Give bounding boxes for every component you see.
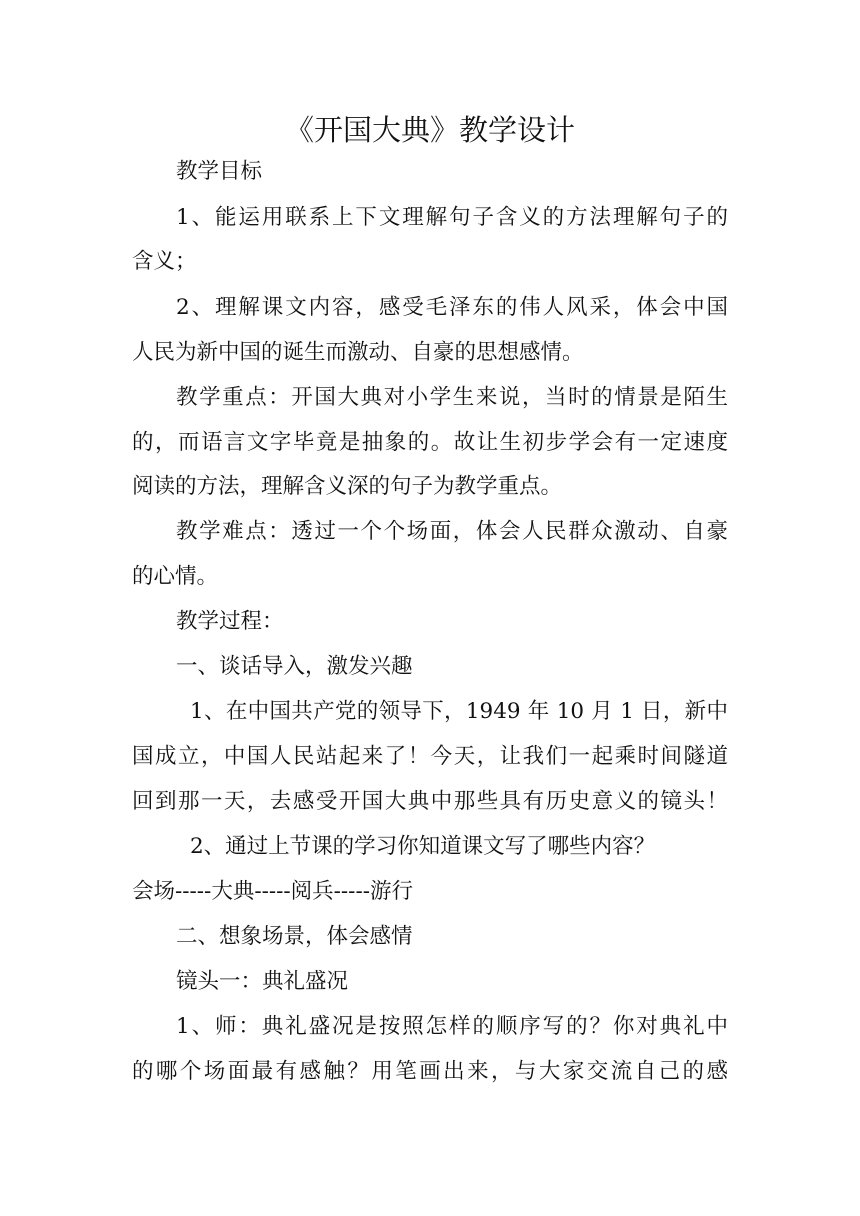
section-heading: 二、想象场景，体会感情 xyxy=(176,924,413,949)
paragraph-line: 会场-----大典-----阅兵-----游行 xyxy=(132,879,413,904)
paragraph-line: 2、理解课文内容，感受毛泽东的伟人风采，体会中国 xyxy=(176,295,728,320)
paragraph-line: 人民为新中国的诞生而激动、自豪的思想感情。 xyxy=(132,340,584,365)
paragraph-line: 的哪个场面最有感触？用笔画出来，与大家交流自己的感 xyxy=(132,1059,728,1084)
paragraph-line: 2、通过上节课的学习你知道课文写了哪些内容？ xyxy=(190,834,656,859)
paragraph-line: 教学难点：透过一个个场面，体会人民群众激动、自豪 xyxy=(176,519,728,544)
paragraph-line: 1、师：典礼盛况是按照怎样的顺序写的？你对典礼中 xyxy=(176,1014,728,1039)
paragraph-line: 1、能运用联系上下文理解句子含义的方法理解句子的 xyxy=(176,205,728,230)
document-title: 《开国大典》教学设计 xyxy=(284,113,575,147)
paragraph-line: 国成立，中国人民站起来了！今天，让我们一起乘时间隧道 xyxy=(132,744,728,769)
paragraph-line: 教学重点：开国大典对小学生来说，当时的情景是陌生 xyxy=(176,385,728,410)
section-heading-teaching-process: 教学过程： xyxy=(176,609,284,634)
paragraph-line: 回到那一天，去感受开国大典中那些具有历史意义的镜头！ xyxy=(132,789,728,814)
paragraph-line: 含义； xyxy=(132,249,197,274)
paragraph-line: 的心情。 xyxy=(132,564,219,589)
paragraph-line: 的，而语言文字毕竟是抽象的。故让生初步学会有一定速度 xyxy=(132,430,728,455)
section-heading: 镜头一：典礼盛况 xyxy=(176,969,349,994)
paragraph-line: 阅读的方法，理解含义深的句子为教学重点。 xyxy=(132,474,563,499)
section-heading-teaching-goals: 教学目标 xyxy=(176,159,263,184)
section-heading: 一、谈话导入，激发兴趣 xyxy=(176,654,413,679)
paragraph-line: 1、在中国共产党的领导下，1949 年 10 月 1 日，新中 xyxy=(190,699,728,724)
